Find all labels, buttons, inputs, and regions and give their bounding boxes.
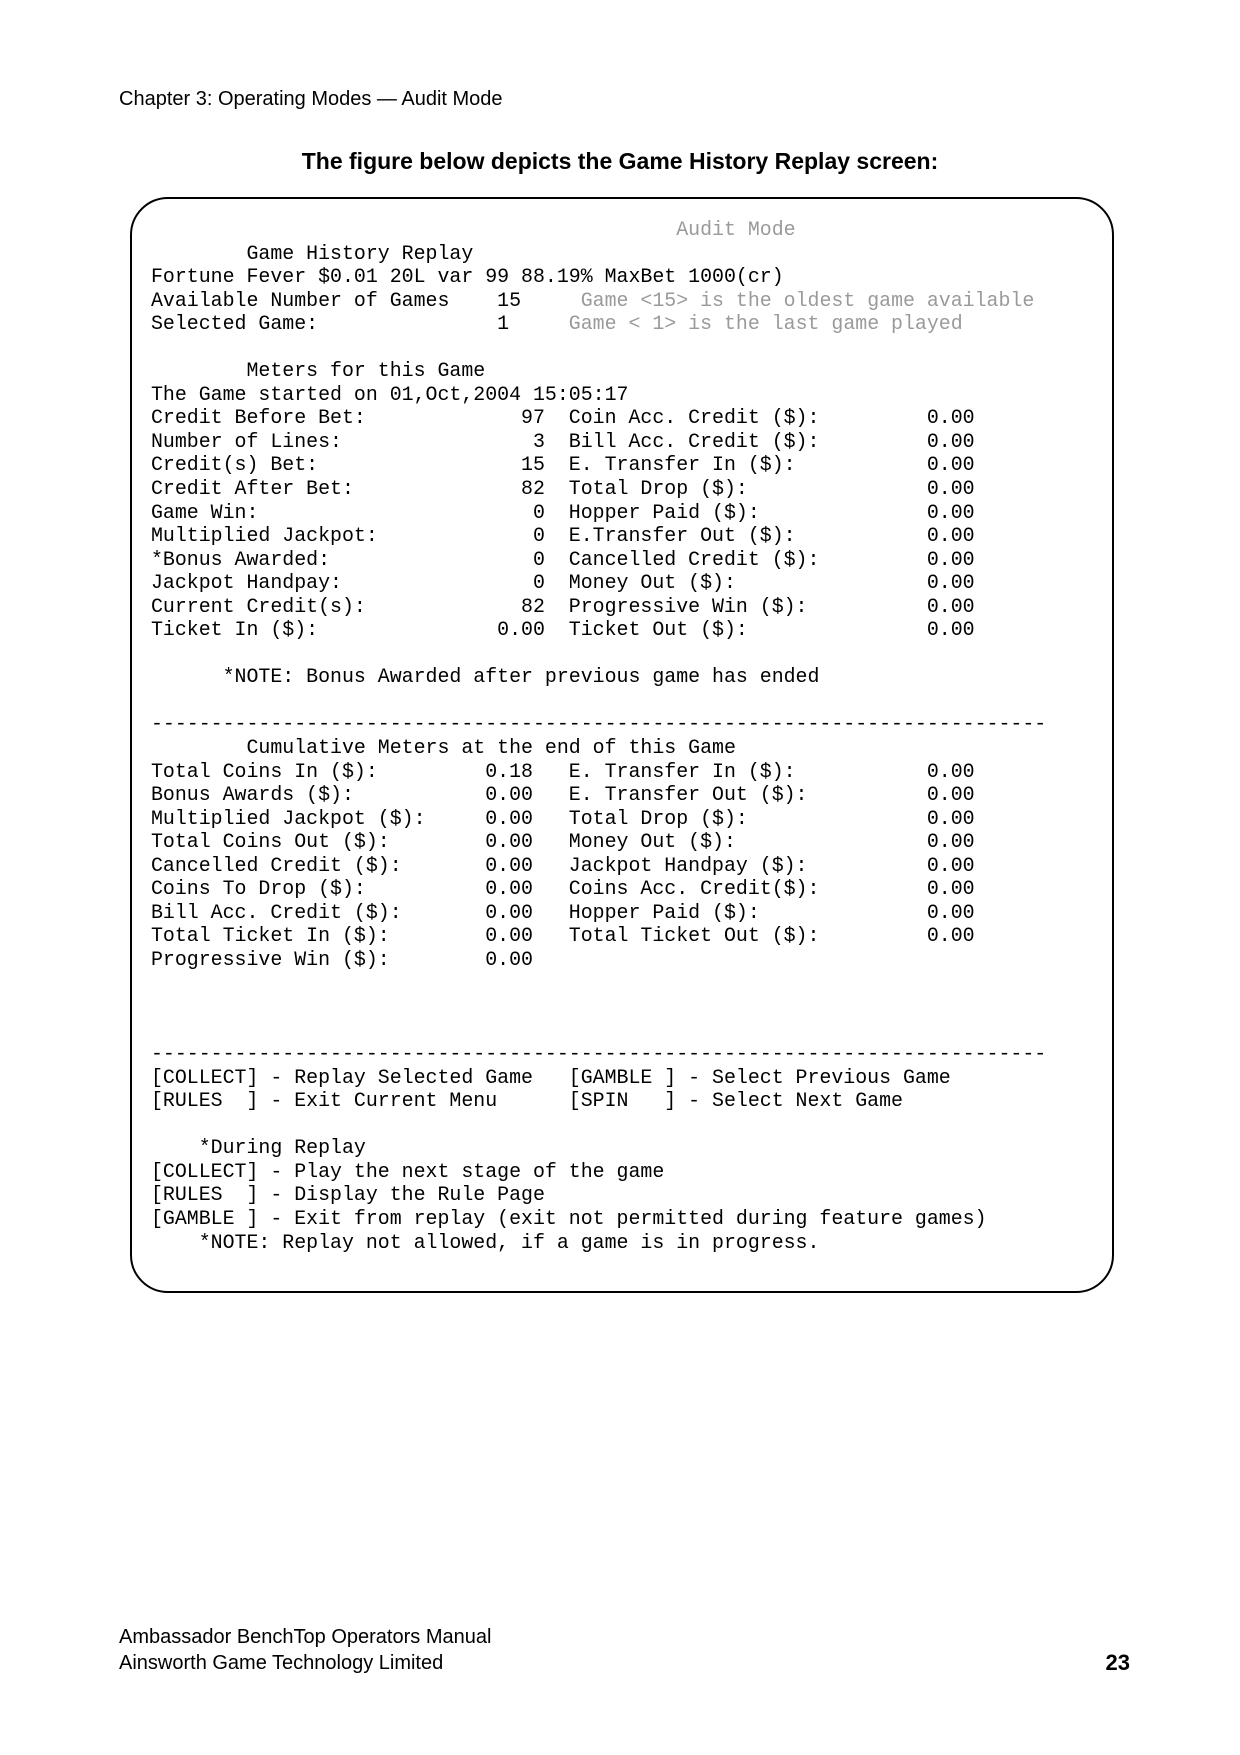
screen-line-text: Available Number of Games 15: [151, 288, 581, 312]
screen-line-text: Bill Acc. Credit ($): 0.00 Hopper Paid ($): 0.00: [151, 900, 975, 924]
screen-line-text: Number of Lines: 3 Bill Acc. Credit ($): 0.00: [151, 429, 975, 453]
screen-line-text: [RULES ] - Display the Rule Page: [151, 1183, 545, 1207]
screen-line: [151, 736, 1046, 760]
screen-line: [151, 618, 1046, 642]
audit-screen-text: [151, 218, 1046, 1254]
screen-line-text: [COLLECT] - Play the next stage of the game: [151, 1159, 665, 1183]
screen-line: [151, 901, 1046, 925]
screen-line-hint: Game < 1> is the last game played: [568, 312, 963, 336]
screen-line: [151, 665, 1046, 689]
screen-line: [151, 453, 1046, 477]
screen-line: [151, 524, 1046, 548]
screen-line-text: Fortune Fever $0.01 20L var 99 88.19% MaxBet 1000(cr): [151, 265, 784, 289]
screen-line: [151, 595, 1046, 619]
screen-line-text: Total Coins In ($): 0.18 E. Transfer In ($): 0.00: [151, 759, 975, 783]
screen-line-text: *NOTE: Bonus Awarded after previous game has ended: [151, 665, 820, 689]
screen-line-text: ---------------------------------------------------------------------------: [151, 1042, 1047, 1066]
screen-line: [151, 1066, 1046, 1090]
screen-line: [151, 760, 1046, 784]
screen-line-text: Multiplied Jackpot ($): 0.00 Total Drop ($): 0.00: [151, 806, 975, 830]
screen-line: [151, 972, 1046, 996]
screen-line: [151, 312, 1046, 336]
screen-line-text: *During Replay: [151, 1136, 366, 1160]
screen-line: [151, 830, 1046, 854]
screen-line: [151, 689, 1046, 713]
screen-line: [151, 1089, 1046, 1113]
screen-line-text: Progressive Win ($): 0.00: [151, 947, 533, 971]
manual-title: Ambassador BenchTop Operators Manual: [119, 1626, 492, 1648]
screen-line-text: Meters for this Game: [151, 359, 486, 383]
screen-line: [151, 1113, 1046, 1137]
screen-line-text: Game History Replay: [151, 241, 474, 265]
screen-line: [151, 642, 1046, 666]
screen-line-text: Current Credit(s): 82 Progressive Win ($): 0.00: [151, 594, 975, 618]
screen-line-text: ---------------------------------------------------------------------------: [151, 712, 1047, 736]
screen-line-text: [151, 218, 676, 241]
screen-line: [151, 1160, 1046, 1184]
screen-line: [151, 218, 1046, 242]
screen-line-text: The Game started on 01,Oct,2004 15:05:17: [151, 382, 629, 406]
chapter-header: Chapter 3: Operating Modes — Audit Mode: [119, 88, 503, 110]
screen-line: [151, 242, 1046, 266]
screen-line-text: Ticket In ($): 0.00 Ticket Out ($): 0.00: [151, 618, 975, 642]
company-name: Ainsworth Game Technology Limited: [119, 1652, 444, 1674]
screen-line: [151, 1207, 1046, 1231]
screen-line-text: Bonus Awards ($): 0.00 E. Transfer Out ($): 0.00: [151, 783, 975, 807]
screen-line-hint: Game <15> is the oldest game available: [580, 288, 1035, 312]
screen-line-text: [COLLECT] - Replay Selected Game [GAMBLE ] - Select Previous Game: [151, 1065, 951, 1089]
screen-line: [151, 336, 1046, 360]
screen-line: [151, 430, 1046, 454]
screen-line-text: *Bonus Awarded: 0 Cancelled Credit ($): 0.00: [151, 547, 975, 571]
screen-line: [151, 924, 1046, 948]
screen-line-text: Coins To Drop ($): 0.00 Coins Acc. Credit($): 0.00: [151, 877, 975, 901]
screen-line-text: Selected Game: 1: [151, 312, 569, 336]
screen-line: [151, 995, 1046, 1019]
screen-line-text: [RULES ] - Exit Current Menu [SPIN ] - Select Next Game: [151, 1089, 903, 1113]
screen-line: [151, 1136, 1046, 1160]
screen-line: [151, 1019, 1046, 1043]
screen-line-text: Credit(s) Bet: 15 E. Transfer In ($): 0.00: [151, 453, 975, 477]
screen-line: [151, 265, 1046, 289]
screen-line-text: Cumulative Meters at the end of this Game: [151, 736, 736, 760]
figure-caption: The figure below depicts the Game History Replay screen:: [301, 148, 939, 174]
screen-line-hint: Audit Mode: [676, 218, 796, 241]
screen-line: [151, 548, 1046, 572]
screen-line-text: *NOTE: Replay not allowed, if a game is in progress.: [151, 1230, 820, 1254]
screen-line: [151, 289, 1046, 313]
screen-line: [151, 477, 1046, 501]
footer: [119, 1624, 491, 1676]
screen-line: [151, 1231, 1046, 1255]
screen-line-text: Credit After Bet: 82 Total Drop ($): 0.00: [151, 477, 975, 501]
screen-line: [151, 877, 1046, 901]
screen-line: [151, 406, 1046, 430]
screen-line: [151, 571, 1046, 595]
screen-line-text: Multiplied Jackpot: 0 E.Transfer Out ($): 0.00: [151, 524, 975, 548]
page-number: 23: [1105, 1650, 1130, 1675]
screen-line-text: [GAMBLE ] - Exit from replay (exit not permitted during feature games): [151, 1206, 987, 1230]
screen-line: [151, 807, 1046, 831]
screen-line: [151, 383, 1046, 407]
screen-line: [151, 948, 1046, 972]
screen-line: [151, 854, 1046, 878]
screen-line: [151, 712, 1046, 736]
screen-line: [151, 359, 1046, 383]
screen-line-text: Game Win: 0 Hopper Paid ($): 0.00: [151, 500, 975, 524]
screen-line-text: Total Ticket In ($): 0.00 Total Ticket Out ($): 0.00: [151, 924, 975, 948]
screen-line: [151, 783, 1046, 807]
screen-line: [151, 1183, 1046, 1207]
screen-line-text: Jackpot Handpay: 0 Money Out ($): 0.00: [151, 571, 975, 595]
screen-line-text: Cancelled Credit ($): 0.00 Jackpot Handpay ($): 0.00: [151, 853, 975, 877]
screen-line: [151, 1042, 1046, 1066]
screen-line-text: Credit Before Bet: 97 Coin Acc. Credit ($): 0.00: [151, 406, 975, 430]
screen-line: [151, 501, 1046, 525]
screen-line-text: Total Coins Out ($): 0.00 Money Out ($): 0.00: [151, 830, 975, 854]
